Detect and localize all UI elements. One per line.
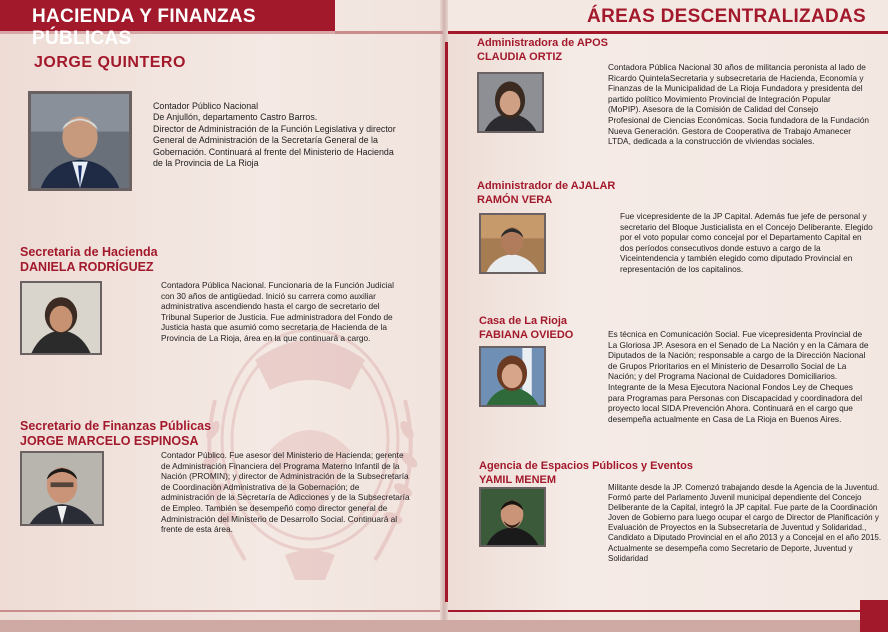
bio-line: Solidaridad bbox=[608, 553, 649, 563]
bio-line: Militante desde la JP. Comenzó trabajando desde la Agencia de la Juventud. bbox=[608, 483, 880, 492]
apos-bio bbox=[608, 62, 883, 147]
espacios-bio bbox=[608, 483, 884, 564]
bio-line: Tribunal Superior de Justicia. Fue administradora del Fondo de bbox=[161, 311, 393, 322]
casa-name: FABIANA OVIEDO bbox=[479, 329, 574, 341]
bio-line: General de Administración de la Secretaría General de la bbox=[153, 135, 378, 146]
minister-bio bbox=[153, 101, 433, 169]
bio-line: Evaluación de Proyectos en la Subsecretaría de Juventud y Solidaridad., bbox=[608, 523, 867, 533]
minister-photo bbox=[28, 91, 132, 191]
espacios-role: Agencia de Espacios Públicos y Eventos bbox=[479, 460, 693, 472]
finanzas-role: Secretario de Finanzas Públicas bbox=[20, 419, 212, 433]
finanzas-bio bbox=[161, 450, 439, 535]
bio-line: Joven de Gobierno para luego ocupar el cargo de Director de Planificación y bbox=[608, 513, 879, 523]
bio-line: Candidato a Diputado Provincial en el año 2013 y a Concejal en el año 2015. bbox=[608, 533, 882, 543]
bio-line: La Gloriosa JP. Asesora en el Senado de La Nación y en la Cámara de bbox=[608, 339, 869, 350]
bio-line: con 30 años de antigüedad. Inició su carrera como auxiliar bbox=[161, 290, 376, 301]
bio-line: (MoPIP). Asesora de la Comisión de Calidad del Consejo bbox=[608, 104, 819, 115]
casa-role: Casa de La Rioja bbox=[479, 315, 568, 327]
bio-line: Actualmente se desempeña como Secretario de Deporte, Juventud y bbox=[608, 543, 853, 553]
right-section-header bbox=[448, 0, 888, 34]
header-divider bbox=[335, 31, 443, 34]
apos-role: Administradora de APOS bbox=[477, 37, 609, 49]
finanzas-title bbox=[20, 419, 211, 449]
left-section-header bbox=[0, 0, 335, 49]
finanzas-photo bbox=[20, 451, 104, 526]
bio-line: Contador Público. Fue asesor del Ministerio de Hacienda; gerente bbox=[161, 450, 404, 460]
bio-line: Finanzas de la Municipalidad de La Rioja Fundadora y presidenta del bbox=[608, 83, 863, 94]
bio-line: Formó parte del Parlamento Juvenil municipal dependiente del Concejo bbox=[608, 493, 862, 503]
bio-line: Integrante de la Mesa Ejecutora Nacional Fondos Ley de Cheques bbox=[608, 381, 853, 392]
bio-line: LTDA, dedicada a la construcción de viviendas sociales. bbox=[608, 136, 815, 147]
espacios-photo bbox=[479, 487, 546, 547]
bio-line: Contador Público Nacional bbox=[153, 101, 259, 111]
bio-line: Fue vicepresidente de la JP Capital. Además fue jefe de personal y bbox=[620, 211, 867, 221]
apos-photo bbox=[477, 72, 544, 133]
bio-line: Director de Administración de la Función Legislativa y director bbox=[153, 123, 396, 134]
bio-line: representación de los capitalinos. bbox=[620, 263, 744, 274]
hacienda-name: DANIELA RODRÍGUEZ bbox=[20, 260, 154, 274]
bio-line: Deliberante de la Capital, integró la JP capital. Fue parte de la Coordinación bbox=[608, 503, 878, 513]
casa-photo bbox=[479, 346, 546, 407]
footer-bar bbox=[0, 620, 888, 632]
finanzas-name: JORGE MARCELO ESPINOSA bbox=[20, 434, 199, 448]
minister-name: JORGE QUINTERO bbox=[34, 54, 186, 71]
footer-accent bbox=[860, 600, 888, 632]
bio-line: Diputados de la Nación; responsable a cargo de la Dirección Nacional bbox=[608, 350, 866, 361]
bio-line: dos períodos consecutivos donde estuvo a cargo de la bbox=[620, 242, 821, 253]
bio-line: administrativa ascendiendo hasta el cargo de secretario del bbox=[161, 301, 380, 312]
bio-line: por el voto popular como concejal por el Departamento Capital en bbox=[620, 232, 862, 243]
bio-line: Nación (PROMIN); y director de Administración de la Subsecretaría bbox=[161, 471, 409, 482]
hacienda-role: Secretaria de Hacienda bbox=[20, 245, 158, 259]
bio-line: Contadora Pública Nacional. Funcionaria de la Función Judicial bbox=[161, 280, 394, 290]
bio-line: de la Provincia de La Rioja bbox=[153, 158, 259, 169]
bio-line: Nueva Generación. Gestora de Cooperativa de Trabajo Amanecer bbox=[608, 125, 852, 136]
hacienda-photo bbox=[20, 281, 102, 355]
ajalar-name: RAMÓN VERA bbox=[477, 194, 553, 206]
bio-line: de Administración Financiera del Programa Materno Infantil de la bbox=[161, 460, 400, 471]
hacienda-bio bbox=[161, 280, 436, 344]
casa-title bbox=[479, 314, 573, 342]
column-divider bbox=[445, 42, 448, 602]
bio-line: administración de la Secretaría de Adicciones y de la Subsecretaría bbox=[161, 492, 410, 503]
hacienda-title bbox=[20, 245, 158, 275]
left-header-text: HACIENDA Y FINANZAS PÚBLICAS bbox=[32, 6, 256, 49]
bio-line: frente de esta área. bbox=[161, 524, 233, 535]
ajalar-role: Administrador de AJALAR bbox=[477, 180, 616, 192]
bio-line: Provincia de La Rioja, área en la que continuará a cargo. bbox=[161, 332, 371, 343]
bio-line: Justicia hasta que asumió como secretaria de Hacienda de la bbox=[161, 322, 387, 333]
ajalar-bio bbox=[620, 211, 884, 275]
ajalar-photo bbox=[479, 213, 546, 274]
bio-line: De Anjullón, departamento Castro Barros. bbox=[153, 112, 318, 123]
bio-line: de Coordinación Administrativa de la Gobernación; de bbox=[161, 481, 360, 492]
bio-line: proyecto local SIDA Prevención Ahora. Continuará en el cargo que bbox=[608, 403, 853, 414]
bio-line: para Programas para Personas con Discapacidad y coordinadora del bbox=[608, 392, 863, 403]
bio-line: partido político Movimiento Provincial de Integración Popular bbox=[608, 93, 831, 104]
casa-bio bbox=[608, 329, 884, 424]
bio-line: Es técnica en Comunicación Social. Fue vicepresidenta Provincial de bbox=[608, 329, 863, 339]
bio-line: Gobernación. Continuará al frente del Ministerio de Hacienda bbox=[153, 146, 394, 157]
espacios-name: YAMIL MENEM bbox=[479, 474, 557, 486]
bio-line: Nación; y del Programa Nacional de Cuidadores Domiciliarios. bbox=[608, 371, 838, 382]
footer-rule-right bbox=[448, 610, 860, 612]
bio-line: de Empleo. También se desempeñó como director general de bbox=[161, 502, 388, 513]
ajalar-title bbox=[477, 179, 615, 207]
bio-line: Administración del Ministerio de Desarrollo Social. Continuará al bbox=[161, 513, 398, 524]
apos-name: CLAUDIA ORTIZ bbox=[477, 51, 563, 63]
bio-line: de Grupos Prioritarios en el Ministerio de Desarrollo Social de La bbox=[608, 360, 847, 371]
bio-line: Ricardo QuintelaSecretaria y subsecretaria de Hacienda, Economía y bbox=[608, 72, 864, 83]
bio-line: desempeña actualmente en Casa de La Rioja en Buenos Aires. bbox=[608, 413, 842, 424]
bio-line: secretario del Bloque Justicialista en el Concejo Deliberante. Elegido bbox=[620, 221, 873, 232]
bio-line: Viceintendencia y también elegido como diputado Provincial en bbox=[620, 253, 853, 264]
right-header-text: ÁREAS DESCENTRALIZADAS bbox=[587, 6, 866, 27]
apos-title bbox=[477, 36, 608, 64]
footer-rule-left bbox=[0, 610, 440, 612]
bio-line: Profesional de Ciencias Económicas. Socia fundadora de la Fundación bbox=[608, 114, 870, 125]
bio-line: Contadora Pública Nacional 30 años de militancia peronista al lado de bbox=[608, 62, 866, 72]
